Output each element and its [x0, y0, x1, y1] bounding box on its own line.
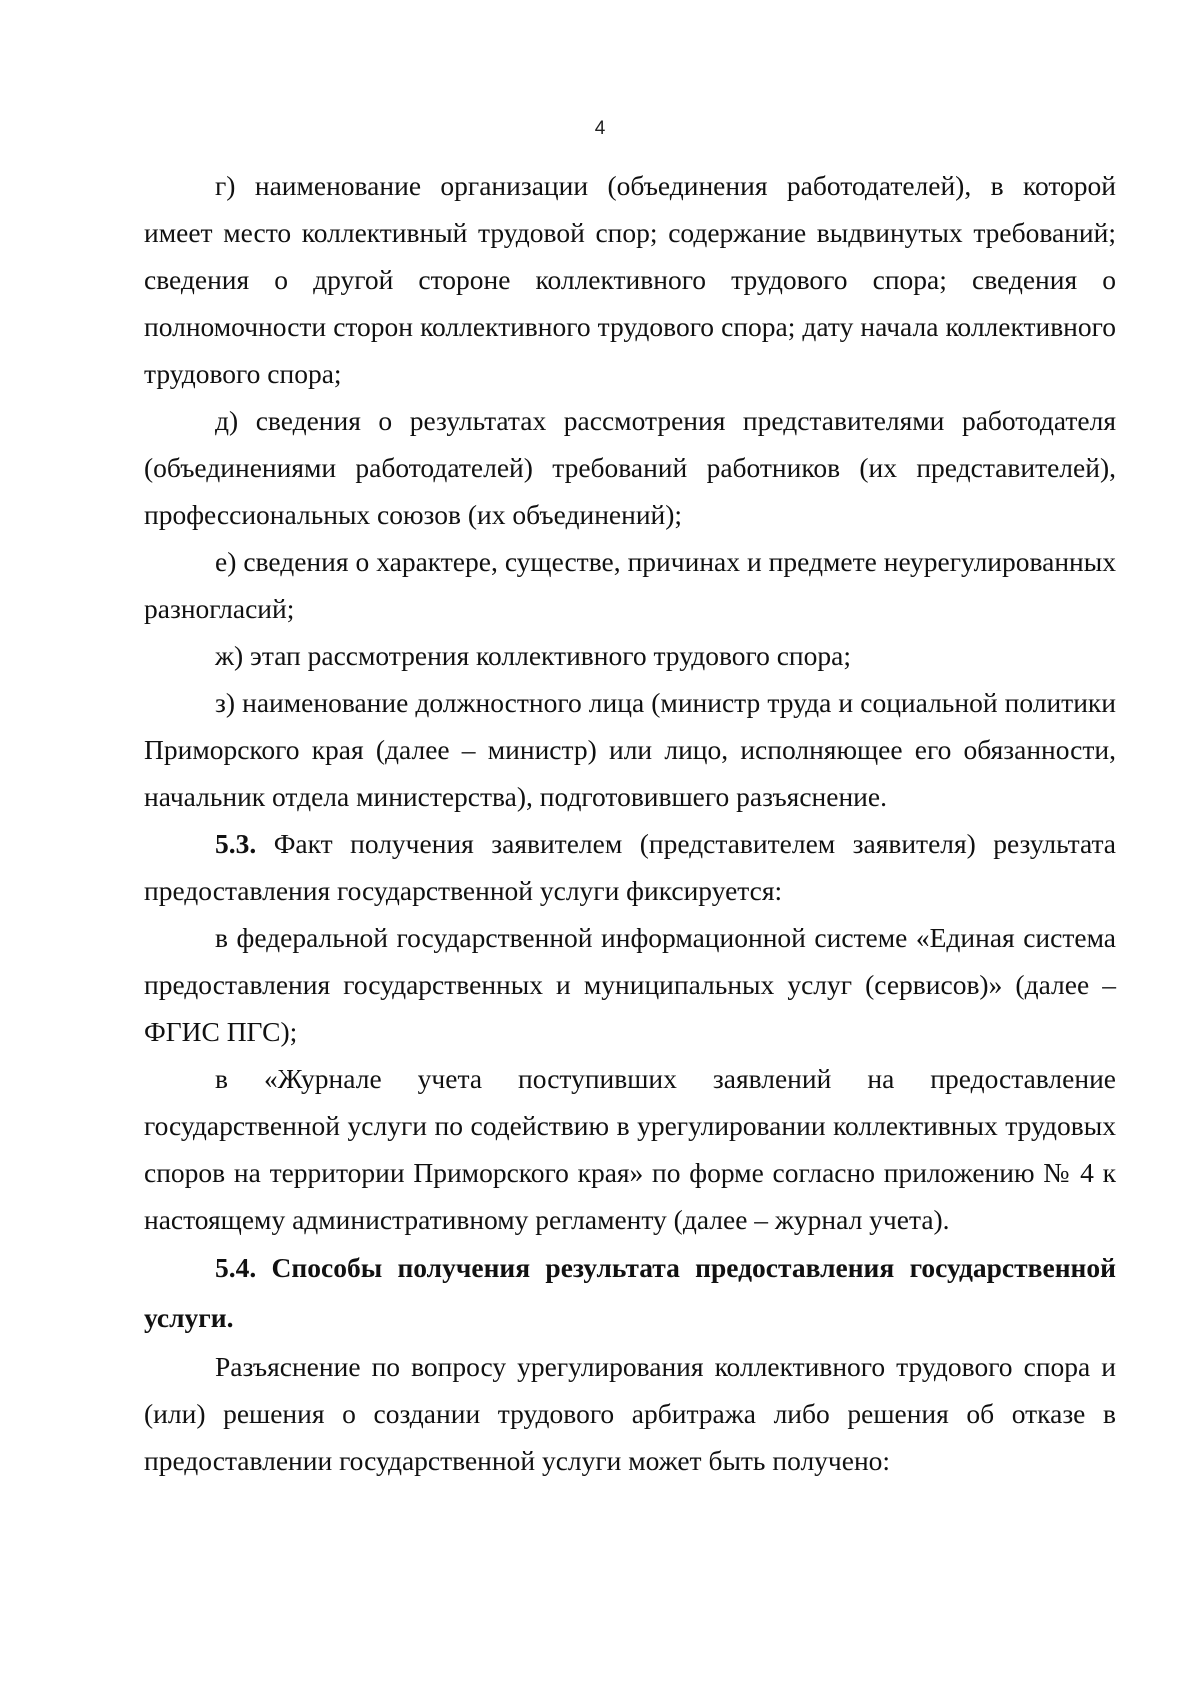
paragraph-item-d: д) сведения о результатах рассмотрения представителями работодателя (объединениями работодателей) требований работников (их представителей), профессиональных союзов (их объединений);	[144, 405, 1116, 530]
section-text-5-3: Факт получения заявителем (представителем заявителя) результата предоставления государственной услуги фиксируется:	[144, 828, 1116, 906]
paragraph-item-zh: ж) этап рассмотрения коллективного трудового спора;	[215, 640, 851, 671]
paragraph-item-e: е) сведения о характере, существе, причинах и предмете неурегулированных разногласий;	[144, 546, 1116, 624]
section-number-5-3: 5.3.	[215, 828, 257, 859]
document-body	[144, 162, 1116, 1484]
paragraph-item-z: з) наименование должностного лица (министр труда и социальной политики Приморского края (далее – министр) или лицо, исполняющее его обязанности, начальник отдела министерства), подготовившего разъяснение.	[144, 687, 1116, 812]
paragraph-journal: в «Журнале учета поступивших заявлений на предоставление государственной услуги по содействию в урегулировании коллективных трудовых споров на территории Приморского края» по форме согласно приложению № 4 к настоящему административному регламенту (далее – журнал учета).	[144, 1063, 1116, 1235]
paragraph-clarification: Разъяснение по вопросу урегулирования коллективного трудового спора и (или) решения о создании трудового арбитража либо решения об отказе в предоставлении государственной услуги может быть получено:	[144, 1351, 1116, 1476]
paragraph-fgis: в федеральной государственной информационной системе «Единая система предоставления государственных и муниципальных услуг (сервисов)» (далее – ФГИС ПГС);	[144, 922, 1116, 1047]
paragraph-section-5-3	[144, 820, 1116, 914]
page-number: 4	[594, 118, 606, 139]
section-heading-5-4: 5.4. Способы получения результата предоставления государственной услуги.	[144, 1252, 1116, 1333]
paragraph-item-g: г) наименование организации (объединения работодателей), в которой имеет место коллективный трудовой спор; содержание выдвинутых требований; сведения о другой стороне коллективного трудового спора; сведения о полномочности сторон коллективного трудового спора; дату начала коллективного трудового спора;	[144, 170, 1116, 389]
